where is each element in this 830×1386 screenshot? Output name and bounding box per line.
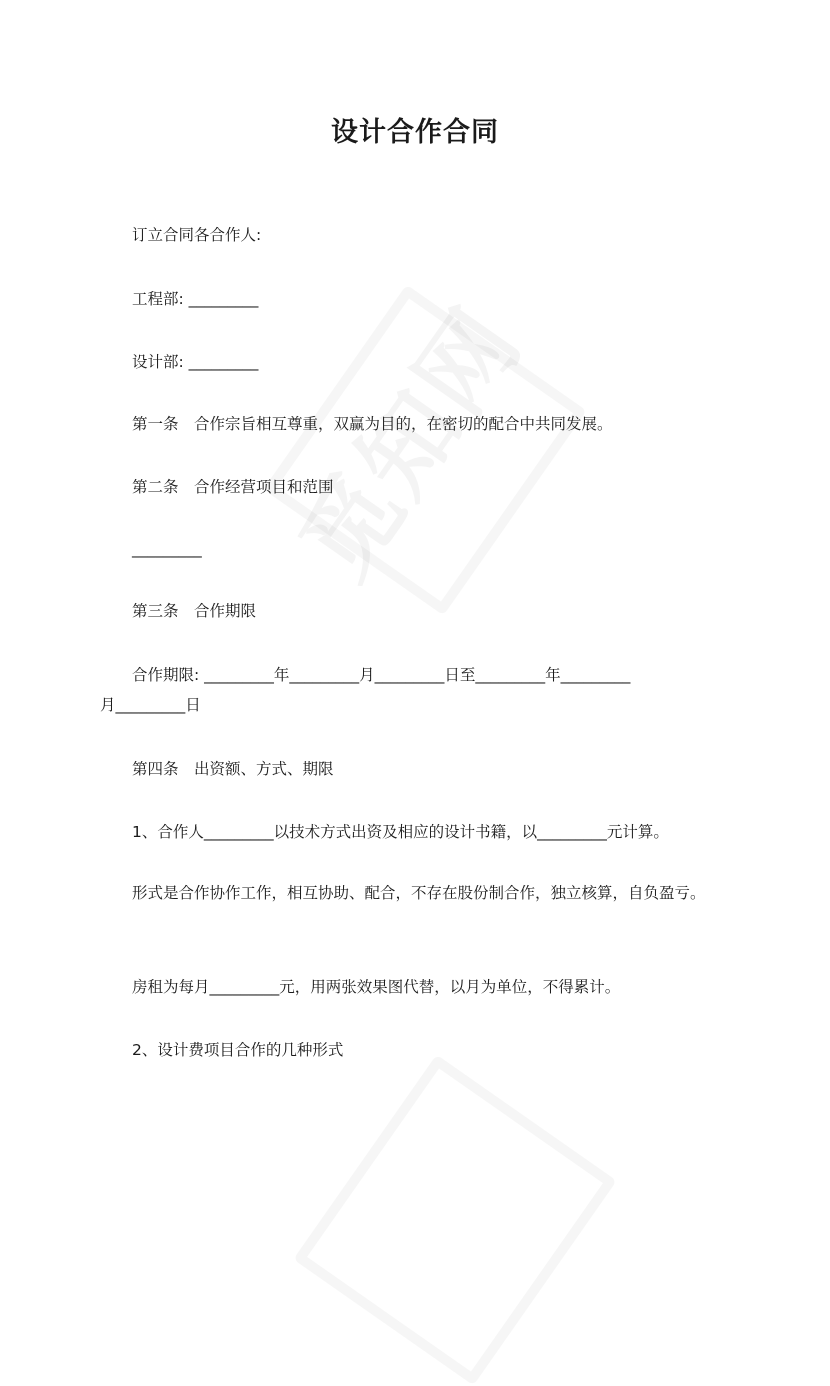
article-2: 第二条 合作经营项目和范围 [132,478,334,496]
document-title: 设计合作合同 [331,117,499,148]
term-line-2: 月_________日 [100,696,201,714]
watermark-frame [263,285,587,616]
design-dept-line: 设计部: _________ [132,353,259,371]
parties-intro: 订立合同各合作人: [132,226,262,244]
article-3: 第三条 合作期限 [132,602,257,620]
item-2: 2、设计费项目合作的几种形式 [132,1041,344,1059]
article-2-blank: _________ [132,540,202,558]
form-paragraph: 形式是合作协作工作，相互协助、配合，不存在股份制合作，独立核算，自负盈亏。 [132,884,706,902]
article-4: 第四条 出资额、方式、期限 [132,760,334,778]
term-line-1: 合作期限: _________年_________月_________日至_________年_________ [132,666,631,684]
item-1: 1、合作人_________以技术方式出资及相应的设计书籍，以_________元计算。 [132,823,669,841]
engineering-dept-line: 工程部: _________ [132,290,259,308]
watermark-frame-bottom [293,1055,617,1386]
article-1: 第一条 合作宗旨相互尊重，双赢为目的，在密切的配合中共同发展。 [132,415,613,433]
rent-line: 房租为每月_________元，用两张效果图代替，以月为单位，不得累计。 [132,978,621,996]
